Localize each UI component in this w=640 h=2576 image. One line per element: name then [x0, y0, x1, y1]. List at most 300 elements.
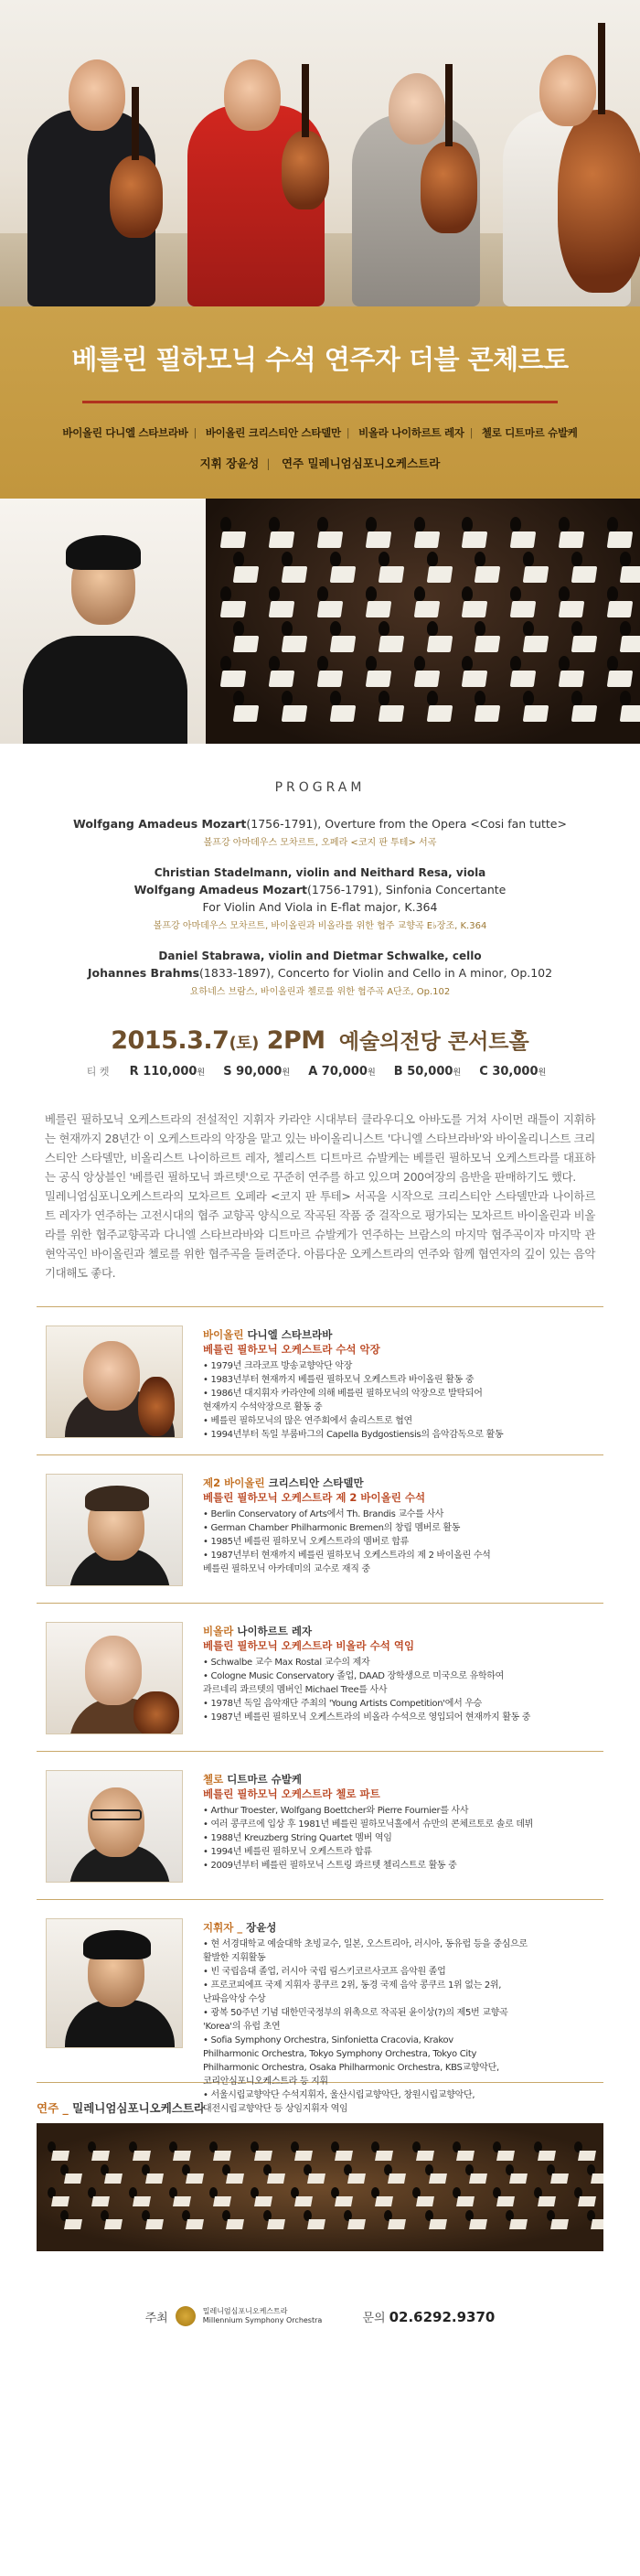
player-photo-3 [347, 32, 485, 306]
music-stand [233, 636, 260, 652]
orchestra-heading: 연주 _ 밀레니엄심포니오케스트라 [37, 2101, 206, 2115]
music-stand [282, 566, 308, 583]
bio-card [37, 1455, 603, 1604]
music-stand [64, 2174, 82, 2184]
musician-figure [559, 656, 570, 671]
composer-name: Wolfgang Amadeus Mozart [133, 883, 308, 896]
bio-item: 과르네리 콰르텟의 멤버인 Michael Tree를 사사 [203, 1685, 388, 1695]
music-stand [173, 2151, 191, 2161]
music-stand [571, 705, 598, 722]
music-stand [429, 2219, 447, 2229]
music-stand [226, 2219, 244, 2229]
musician-figure [510, 656, 521, 671]
page-title: 베를린 필하모닉 수석 연주자 더블 콘체르토 [71, 344, 569, 375]
cello-icon [558, 110, 640, 293]
music-stand [269, 601, 295, 617]
musician-figure [559, 517, 570, 531]
music-stand [330, 705, 357, 722]
music-stand [269, 671, 295, 687]
bio-item: 베를린 필하모닉 아카데미의 교수로 재직 중 [203, 1564, 370, 1574]
bio-name: 장윤성 [246, 1921, 277, 1934]
bio-item: • 서울시립교향악단 수석지휘자, 울산시립교향악단, 창원시립교향악단, [203, 2088, 528, 2102]
musician-figure [462, 586, 473, 601]
musician-figure [462, 517, 473, 531]
musician-figure [414, 586, 425, 601]
bio-item: • Arthur Troester, Wolfgang Boettcher와 Pierre Fournier를 사사 [203, 1804, 533, 1818]
musician-figure [462, 656, 473, 671]
cast-item: 첼로 디트마르 슈발케 [481, 426, 578, 439]
music-stand [571, 566, 598, 583]
music-stand [220, 671, 247, 687]
violin-icon [138, 1377, 175, 1436]
music-stand [282, 705, 308, 722]
music-stand [330, 566, 357, 583]
music-stand [416, 2196, 434, 2206]
music-stand [104, 2219, 123, 2229]
music-stand [213, 2196, 231, 2206]
musician-figure [317, 586, 328, 601]
program-heading: PROGRAM [274, 780, 366, 795]
bio-role: 제2 바이올린 [203, 1476, 265, 1489]
bio-item: 현재까지 수석악장으로 활동 중 [203, 1402, 323, 1412]
contact-phone: 02.6292.9370 [389, 2308, 496, 2325]
musician-figure [475, 621, 485, 636]
event-day: (토) [229, 1034, 259, 1053]
bio-item: 코리안심포니오케스트라 등 지휘 [203, 2077, 328, 2087]
program-work [0, 815, 640, 848]
musician-figure [233, 621, 244, 636]
bio-list [203, 1359, 503, 1442]
musician-figure [620, 552, 631, 566]
music-stand [226, 2174, 244, 2184]
piece-korean: 볼프강 아마데우스 모차르트, 오페라 <코지 판 투테> 서곡 [203, 838, 437, 848]
music-stand [426, 705, 453, 722]
ticket-tier: C 30,000원 [479, 1065, 547, 1079]
music-stand [550, 2174, 569, 2184]
bio-item: • 1978년 독일 음악재단 주최의 'Young Artists Competition'에서 우승 [203, 1697, 530, 1711]
music-stand [335, 2196, 353, 2206]
music-stand [475, 566, 501, 583]
music-stand [347, 2174, 366, 2184]
music-stand [413, 601, 440, 617]
player-photo-2 [174, 23, 329, 306]
ticket-tier: R 110,000원 [129, 1065, 206, 1079]
musician-figure [475, 552, 485, 566]
musician-figure [414, 656, 425, 671]
music-stand [510, 601, 537, 617]
bio-item: • 1983년부터 현재까지 베를린 필하모닉 오케스트라 바이올린 활동 중 [203, 1373, 503, 1387]
musician-figure [220, 586, 231, 601]
host-block [145, 2306, 323, 2326]
music-stand [51, 2196, 69, 2206]
musician-figure [330, 552, 341, 566]
music-stand [91, 2151, 110, 2161]
bio-item: Philharmonic Orchestra, Osaka Philharmonic Orchestra, KBS교향악단, [203, 2063, 499, 2073]
music-stand [523, 636, 549, 652]
bio-card [37, 1604, 603, 1752]
music-stand [365, 601, 391, 617]
bio-item: • German Chamber Philharmonic Bremen의 창립 멤버로 활동 [203, 1521, 491, 1535]
music-stand [133, 2151, 151, 2161]
music-stand [330, 636, 357, 652]
player-photo-4 [485, 23, 640, 306]
music-stand [254, 2151, 272, 2161]
bio-card: 지휘자 _ 장윤성 • 현 서경대학교 예술대학 초빙교수, 일본, 오스트리아, 러시아, 동유럽 등을 중심으로 활발한 지휘활동 • 빈 국립음대 졸업, 러시아 국립 림스키코르사코프 음악원 졸업 • 프로코피에프 국제 지휘자 콩쿠르 2위, 동경 국제 음악 콩쿠르 1위 없는 2위, 난파음악상 수상 • 광복 50주년 기념 대한민국정부의 위촉으로 작곡된 윤이상(?)의 제5번 교향곡 'Korea'의 유럽 초연 • Sofia Symphony Orchestra, Sinfonietta Cracovia, Krakov Philharmonic Orchestra, Tokyo Symphony Orchestra, Tokyo City Philharmonic Orchestra, Osaka Philharmonic Orchestra, KBS교향악단, 코리안심포니오케스트라 등 지휘 • 서울시립교향악단 수석지휘자, 울산시립교향악단, 창원시립교향악단, 대전시립교향악단 등 상임지휘자 역임 [37, 1900, 603, 2083]
bio-photo [46, 1474, 183, 1586]
cast-item: 바이올린 크리스티안 스타델만 [205, 426, 341, 439]
contact-label: 문의 [362, 2311, 386, 2325]
music-stand [591, 2219, 603, 2229]
music-stand [619, 636, 640, 652]
viola-icon [421, 142, 477, 233]
hero-photo-quartet [0, 0, 640, 306]
music-stand [475, 705, 501, 722]
music-stand [173, 2196, 191, 2206]
music-stand [523, 705, 549, 722]
music-stand [282, 636, 308, 652]
music-stand [145, 2174, 164, 2184]
musician-figure [427, 552, 438, 566]
ticket-tier: B 50,000원 [393, 1065, 462, 1079]
music-stand [426, 566, 453, 583]
musician-figure [282, 621, 293, 636]
player-photo-1 [18, 32, 155, 306]
musician-figure [282, 691, 293, 705]
musician-figure [269, 656, 280, 671]
bio-photo [46, 1326, 183, 1438]
bio-card [37, 1307, 603, 1455]
bio-list [203, 1937, 528, 2116]
music-stand [429, 2174, 447, 2184]
music-stand [307, 2219, 325, 2229]
bio-item: • 현 서경대학교 예술대학 초빙교수, 일본, 오스트리아, 러시아, 동유럽 등을 중심으로 [203, 1937, 528, 1951]
bio-list [203, 1508, 491, 1576]
music-stand [413, 671, 440, 687]
piece-title: , Sinfonia Concertante [378, 883, 507, 896]
music-stand [510, 671, 537, 687]
music-stand [317, 671, 344, 687]
music-stand [317, 601, 344, 617]
music-stand [294, 2196, 313, 2206]
music-stand [375, 2151, 393, 2161]
bio-title: 베를린 필하모닉 오케스트라 첼로 파트 [203, 1787, 380, 1800]
bio-photo [46, 1622, 183, 1734]
bio-item: • 2009년부터 베를린 필하모닉 스트링 콰르텟 첼리스트로 활동 중 [203, 1859, 533, 1873]
music-stand [619, 705, 640, 722]
bio-item: • Schwalbe 교수 Max Rostal 교수의 제자 [203, 1656, 530, 1669]
bio-item: • 1985년 베를린 필하모닉 오케스트라의 멤버로 합류 [203, 1535, 491, 1549]
orchestra-logo-icon [176, 2306, 196, 2326]
bio-item: • 빈 국립음대 졸업, 러시아 국립 림스키코르사코프 음악원 졸업 [203, 1965, 528, 1979]
event-venue: 예술의전당 콘서트홀 [338, 1030, 529, 1054]
musician-figure [366, 517, 377, 531]
event-time: 2PM [266, 1026, 325, 1055]
bio-item: • 1979년 크라코프 방송교향악단 악장 [203, 1359, 503, 1373]
musician-figure [510, 517, 521, 531]
music-stand [307, 2174, 325, 2184]
music-stand [254, 2196, 272, 2206]
bio-item: • 광복 50주년 기념 대한민국정부의 위촉으로 작곡된 윤이상(?)의 제5번 교향곡 [203, 2006, 528, 2020]
bio-card [37, 1752, 603, 1900]
music-stand [233, 705, 260, 722]
music-stand [378, 636, 404, 652]
music-stand [550, 2219, 569, 2229]
musician-figure [269, 586, 280, 601]
music-stand [538, 2196, 556, 2206]
music-stand [347, 2219, 366, 2229]
musician-figure [620, 691, 631, 705]
music-stand [365, 671, 391, 687]
music-stand [269, 531, 295, 548]
musician-figure [269, 517, 280, 531]
musician-figure [523, 691, 534, 705]
music-stand [413, 531, 440, 548]
music-stand [335, 2151, 353, 2161]
footer [0, 2306, 640, 2361]
intro-paragraph: 베를린 필하모닉 오케스트라의 전설적인 지휘자 카라얀 시대부터 클라우디오 아바도를 거쳐 사이먼 래틀이 지휘하는 현재까지 28년간 이 오케스트라의 악장을 맡고 있는 바이올리니스트 '다니엘 스타브라바'와 바이올리니스트 크리스티안 스타델만, 비올리스트 나이하르트 레자, 첼리스트 디트마르 슈발케는 베를린 필하모닉 오케스트라를 대표하는 공식 앙상블인 '베를린 필하모닉 콰르텟'으로 꾸준히 연주를 하고 있으며 200여장의 음반을 판매하기도 했다. [45, 1112, 595, 1184]
cast-line: 바이올린 다니엘 스타브라바 | 바이올린 크리스티안 스타델만 | 비올라 나이하르트 레자 | 첼로 디트마르 슈발케 [62, 426, 578, 439]
music-stand [220, 601, 247, 617]
music-stand [559, 671, 585, 687]
music-stand [571, 636, 598, 652]
bio-photo [46, 1918, 183, 2048]
musician-figure [427, 691, 438, 705]
music-stand [462, 671, 488, 687]
musician-figure [220, 656, 231, 671]
musician-figure [475, 691, 485, 705]
title-band [0, 306, 640, 499]
music-stand [133, 2196, 151, 2206]
music-stand [606, 531, 633, 548]
music-stand [213, 2151, 231, 2161]
bio-title: 베를린 필하모닉 오케스트라 수석 악장 [203, 1343, 380, 1356]
bio-item: 'Korea'의 유럽 초연 [203, 2022, 281, 2032]
ticket-label: 티 켓 [86, 1066, 110, 1078]
bio-title: 베를린 필하모닉 오케스트라 비올라 수석 역임 [203, 1639, 415, 1652]
music-stand [51, 2151, 69, 2161]
musician-figure [282, 552, 293, 566]
composer-years: (1833-1897) [199, 966, 271, 980]
musician-figure [317, 656, 328, 671]
title-divider [82, 401, 558, 403]
music-stand [578, 2196, 596, 2206]
music-stand [475, 636, 501, 652]
music-stand [496, 2151, 515, 2161]
musician-figure [330, 621, 341, 636]
bio-name: 디트마르 슈발케 [227, 1773, 303, 1786]
ticket-tier: A 70,000원 [308, 1065, 376, 1079]
ticket-tier: S 90,000원 [223, 1065, 291, 1079]
bio-item: • 1994년부터 독일 부룸바그의 Capella Bydgostiensis의 음악감독으로 활동 [203, 1428, 503, 1442]
host-label: 주최 [144, 2311, 168, 2325]
music-stand [559, 531, 585, 548]
musician-figure [233, 691, 244, 705]
bio-role: 첼로 [203, 1773, 224, 1786]
musician-figure [620, 621, 631, 636]
bio-item: • 베를린 필하모닉의 많은 연주회에서 솔리스트로 협연 [203, 1414, 503, 1428]
composer-years: (1756-1791) [246, 817, 318, 831]
music-stand [559, 601, 585, 617]
orchestra-credit: 연주 밀레니엄심포니오케스트라 [281, 456, 441, 470]
music-stand [456, 2196, 475, 2206]
musician-figure [510, 586, 521, 601]
performers: Christian Stadelmann, violin and Neithard Resa, viola [154, 866, 486, 879]
contact-block [362, 2308, 496, 2325]
composer-name: Wolfgang Amadeus Mozart [73, 817, 247, 831]
musician-figure [414, 517, 425, 531]
bio-item: • 프로코피에프 국제 지휘자 콩쿠르 2위, 동경 국제 음악 콩쿠르 1위 없는 2위, [203, 1979, 528, 1992]
bio-name: 나이하르트 레자 [237, 1625, 313, 1637]
piece-title: , Concerto for Violin and Cello in A minor, Op.102 [270, 966, 553, 980]
music-stand [267, 2174, 285, 2184]
bio-item: 난파음악상 수상 [203, 1994, 266, 2004]
music-stand [606, 671, 633, 687]
music-stand [375, 2196, 393, 2206]
cast-item: 비올라 나이하르트 레자 [358, 426, 464, 439]
bio-list [203, 1804, 533, 1873]
music-stand [509, 2219, 528, 2229]
orchestra-stage-photo [206, 499, 640, 744]
music-stand [591, 2174, 603, 2184]
music-stand [91, 2196, 110, 2206]
music-stand [186, 2219, 204, 2229]
bio-item: • 1986년 대지휘자 카라얀에 의해 베를린 필하모닉의 악장으로 발탁되어 [203, 1387, 503, 1401]
musician-figure [317, 517, 328, 531]
bio-item: • Sofia Symphony Orchestra, Sinfonietta Cracovia, Krakov [203, 2034, 528, 2047]
music-stand [186, 2174, 204, 2184]
event-date: 2015.3.7 [111, 1026, 229, 1055]
music-stand [509, 2174, 528, 2184]
music-stand [416, 2151, 434, 2161]
musician-figure [330, 691, 341, 705]
music-stand [462, 601, 488, 617]
music-stand [145, 2219, 164, 2229]
musician-figure [233, 552, 244, 566]
music-stand [456, 2151, 475, 2161]
musician-figure [220, 517, 231, 531]
ticket-prices [0, 1064, 640, 1079]
musician-figure [523, 621, 534, 636]
musician-figure [607, 517, 618, 531]
music-stand [538, 2151, 556, 2161]
bio-item: • Cologne Music Conservatory 졸업, DAAD 장학생으로 미국으로 유학하여 [203, 1669, 530, 1683]
music-stand [220, 531, 247, 548]
intro-paragraph: 밀레니엄심포니오케스트라의 모차르트 오페라 <코지 판 투테> 서곡을 시작으로 크리스티안 스타델만과 나이하르트 레자가 연주하는 고전시대의 협주 교향곡 양식으로 작곡된 작품 중 걸작으로 평가되는 모차르트 바이올린과 비올라를 위한 협주교향곡과 다니엘 스타브라바와 디트마르 슈발케가 연주하는 브람스의 마지막 협주곡이자 마지막 관현악곡인 바이올린과 첼로를 위한 협주곡을 들려준다. 아름다운 오케스트라의 연주와 함께 협연자의 깊이 있는 음악 기대해도 좋다. [45, 1189, 595, 1280]
musician-figure [366, 656, 377, 671]
orchestra-role: 연주 [37, 2101, 59, 2115]
music-stand [523, 566, 549, 583]
bio-role: 바이올린 [203, 1328, 244, 1341]
bio-role: 지휘자 [203, 1921, 234, 1934]
piece-title: , Overture from the Opera <Cosi fan tutte> [317, 817, 567, 831]
event-datetime [0, 1025, 640, 1055]
musician-figure [607, 586, 618, 601]
orchestra-name: 밀레니엄심포니오케스트라 [72, 2101, 206, 2115]
glasses-icon [91, 1809, 142, 1820]
music-stand [388, 2219, 406, 2229]
orchestra-photo [37, 2123, 603, 2251]
music-stand [317, 531, 344, 548]
conductor-portrait [0, 499, 206, 744]
conductor-credit: 지휘 장윤성 [199, 456, 260, 470]
music-stand [378, 705, 404, 722]
music-stand [378, 566, 404, 583]
music-stand [64, 2219, 82, 2229]
bio-item: • 여러 콩쿠르에 입상 후 1981년 베를린 필하모닉홀에서 슈만의 콘체르토로 솔로 데뷔 [203, 1818, 533, 1831]
performers: Daniel Stabrawa, violin and Dietmar Schwalke, cello [158, 950, 482, 962]
music-stand [462, 531, 488, 548]
musician-figure [379, 691, 389, 705]
cast-item: 바이올린 다니엘 스타브라바 [62, 426, 188, 439]
intro-text [45, 1110, 595, 1283]
bio-item: • Berlin Conservatory of Arts에서 Th. Brandis 교수를 사사 [203, 1508, 491, 1521]
music-stand [365, 531, 391, 548]
program-work [0, 866, 640, 931]
bio-item: • 1988년 Kreuzberg String Quartet 멤버 역임 [203, 1831, 533, 1845]
musician-figure [559, 586, 570, 601]
music-stand [619, 566, 640, 583]
bio-item: 대전시립교향악단 등 상임지휘자 역임 [203, 2104, 348, 2114]
bio-photo [46, 1770, 183, 1883]
music-stand [294, 2151, 313, 2161]
program-work [0, 950, 640, 997]
musician-figure [379, 552, 389, 566]
viola-icon [133, 1691, 179, 1734]
bio-name: 다니엘 스타브라바 [247, 1328, 333, 1341]
composer-name: Johannes Brahms [87, 966, 200, 980]
music-stand [510, 531, 537, 548]
bio-item: Philharmonic Orchestra, Tokyo Symphony Orchestra, Tokyo City [203, 2049, 477, 2059]
bio-name: 크리스티안 스타델만 [268, 1476, 364, 1489]
musician-figure [571, 691, 582, 705]
music-stand [469, 2219, 487, 2229]
bio-role: 비올라 [203, 1625, 234, 1637]
photo-collage [0, 499, 640, 744]
piece-title-cont: For Violin And Viola in E-flat major, K.364 [202, 900, 438, 914]
violin-icon [110, 156, 163, 238]
composer-years: (1756-1791) [307, 883, 379, 896]
music-stand [267, 2219, 285, 2229]
bio-item: • 1987년 베를린 필하모닉 오케스트라의 비올라 수석으로 영입되어 현재까지 활동 중 [203, 1711, 530, 1724]
musician-figure [571, 621, 582, 636]
music-stand [606, 601, 633, 617]
music-stand [426, 636, 453, 652]
bio-item: 활발한 지휘활동 [203, 1953, 266, 1963]
bio-item: • 1994년 베를린 필하모닉 오케스트라 합류 [203, 1845, 533, 1859]
bio-item: • 1987년부터 현재까지 베를린 필하모닉 오케스트라의 제 2 바이올린 수석 [203, 1549, 491, 1562]
musician-figure [379, 621, 389, 636]
musician-figure [427, 621, 438, 636]
program-section [0, 744, 640, 997]
music-stand [104, 2174, 123, 2184]
music-stand [469, 2174, 487, 2184]
piece-korean: 볼프강 아마데우스 모차르트, 바이올린과 비올라를 위한 협주 교향곡 E♭장조, K.364 [153, 921, 487, 931]
music-stand [578, 2151, 596, 2161]
music-stand [233, 566, 260, 583]
musician-figure [571, 552, 582, 566]
bio-list [203, 1656, 530, 1724]
lead-line: 지휘 장윤성 | 연주 밀레니엄심포니오케스트라 [199, 456, 441, 470]
music-stand [496, 2196, 515, 2206]
bio-title: 베를린 필하모닉 오케스트라 제 2 바이올린 수석 [203, 1491, 426, 1504]
musician-figure [607, 656, 618, 671]
host-org: 밀레니엄심포니오케스트라 Millennium Symphony Orchestra [202, 2307, 323, 2324]
piece-korean: 요하네스 브람스, 바이올린과 첼로를 위한 협주곡 A단조, Op.102 [189, 987, 451, 997]
music-stand [388, 2174, 406, 2184]
musician-figure [523, 552, 534, 566]
musician-figure [366, 586, 377, 601]
violin-icon [282, 131, 329, 209]
